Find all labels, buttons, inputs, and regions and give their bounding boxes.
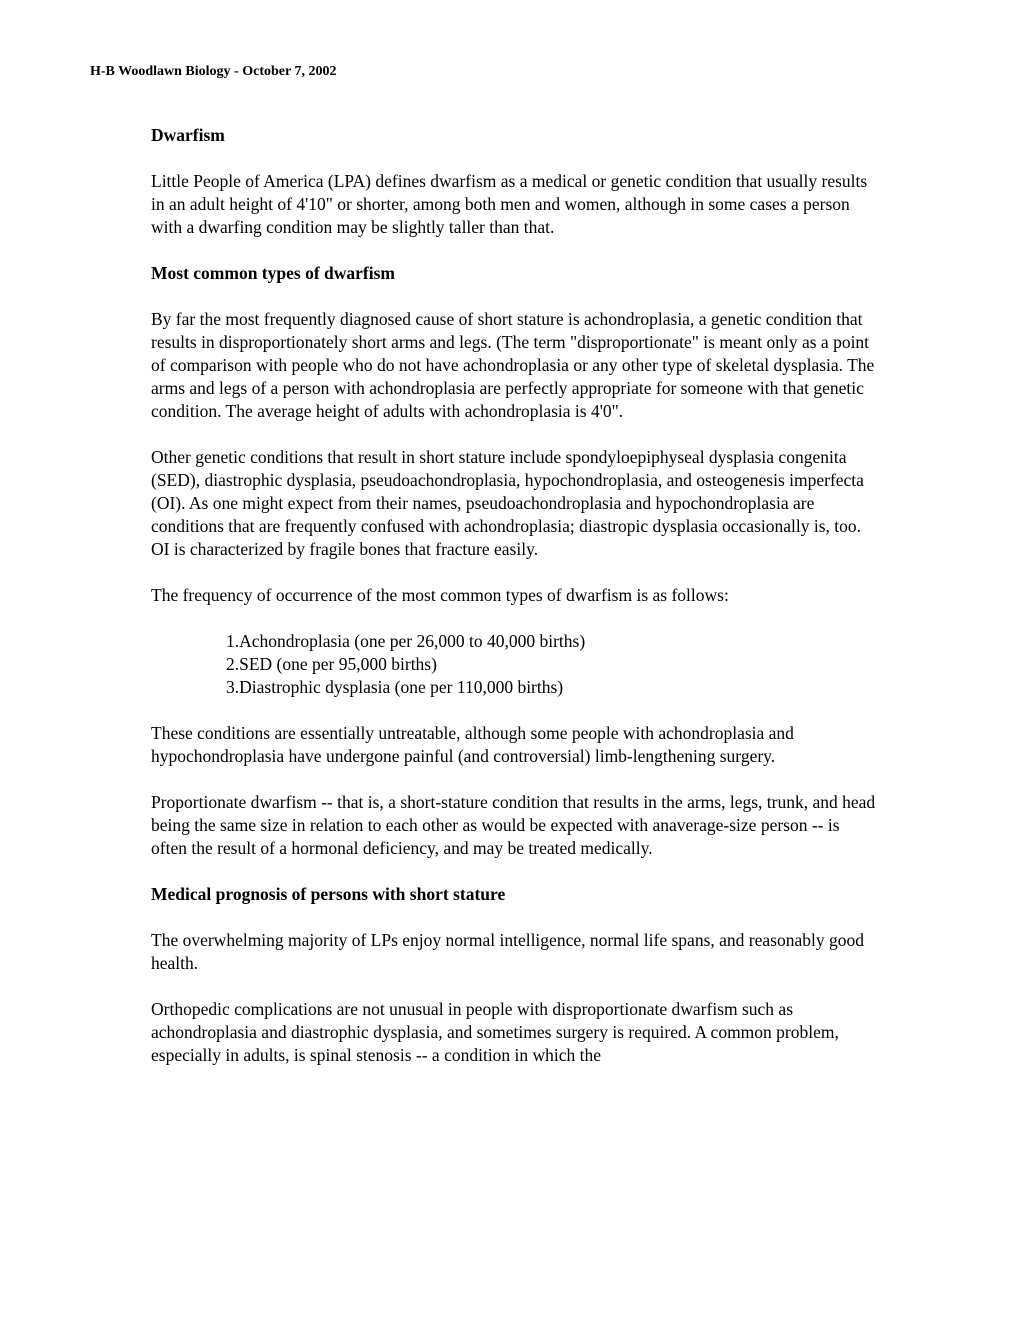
section-heading-common-types: Most common types of dwarfism — [151, 263, 395, 283]
proportionate-paragraph: Proportionate dwarfism -- that is, a short-stature condition that results in the arms, legs, trunk, and head being the same size in relation to each other as would be expected with anaverage-size person -- is often the result of a hormonal deficiency, and may be treated medically. — [151, 792, 876, 858]
list-item: 1.Achondroplasia (one per 26,000 to 40,000 births) — [226, 631, 586, 651]
list-item: 3.Diastrophic dysplasia (one per 110,000 births) — [226, 677, 564, 697]
document-title: Dwarfism — [151, 125, 225, 145]
list-item: 2.SED (one per 95,000 births) — [226, 654, 437, 674]
frequency-list — [151, 630, 876, 699]
orthopedic-paragraph: Orthopedic complications are not unusual in people with disproportionate dwarfism such as achondroplasia and diastrophic dysplasia, and sometimes surgery is required. A common problem, especially in adults, is spinal stenosis -- a condition in which the — [151, 999, 839, 1065]
prognosis-paragraph: The overwhelming majority of LPs enjoy normal intelligence, normal life spans, and reasonably good health. — [151, 930, 864, 973]
section-heading-prognosis: Medical prognosis of persons with short stature — [151, 884, 506, 904]
document-body — [151, 124, 876, 1090]
intro-paragraph: Little People of America (LPA) defines dwarfism as a medical or genetic condition that usually results in an adult height of 4'10" or shorter, among both men and women, although in some cases a person with a dwarfing condition may be slightly taller than that. — [151, 171, 868, 237]
page-header: H-B Woodlawn Biology - October 7, 2002 — [90, 64, 337, 79]
untreatable-paragraph: These conditions are essentially untreatable, although some people with achondroplasia and hypochondroplasia have undergone painful (and controversial) limb-lengthening surgery. — [151, 723, 794, 766]
achondroplasia-paragraph: By far the most frequently diagnosed cause of short stature is achondroplasia, a genetic condition that results in disproportionately short arms and legs. (The term "disproportionate" is meant only as a point of comparison with people who do not have achondroplasia or any other type of skeletal dysplasia. The arms and legs of a person with achondroplasia are perfectly appropriate for someone with that genetic condition. The average height of adults with achondroplasia is 4'0". — [151, 309, 875, 421]
frequency-intro-paragraph: The frequency of occurrence of the most common types of dwarfism is as follows: — [151, 585, 729, 605]
other-conditions-paragraph: Other genetic conditions that result in short stature include spondyloepiphyseal dysplasia congenita (SED), diastrophic dysplasia, pseudoachondroplasia, hypochondroplasia, and osteogenesis imperfecta (OI). As one might expect from their names, pseudoachondroplasia and hypochondroplasia are conditions that are frequently confused with achondroplasia; diastropic dysplasia occasionally is, too. OI is characterized by fragile bones that fracture easily. — [151, 447, 864, 559]
